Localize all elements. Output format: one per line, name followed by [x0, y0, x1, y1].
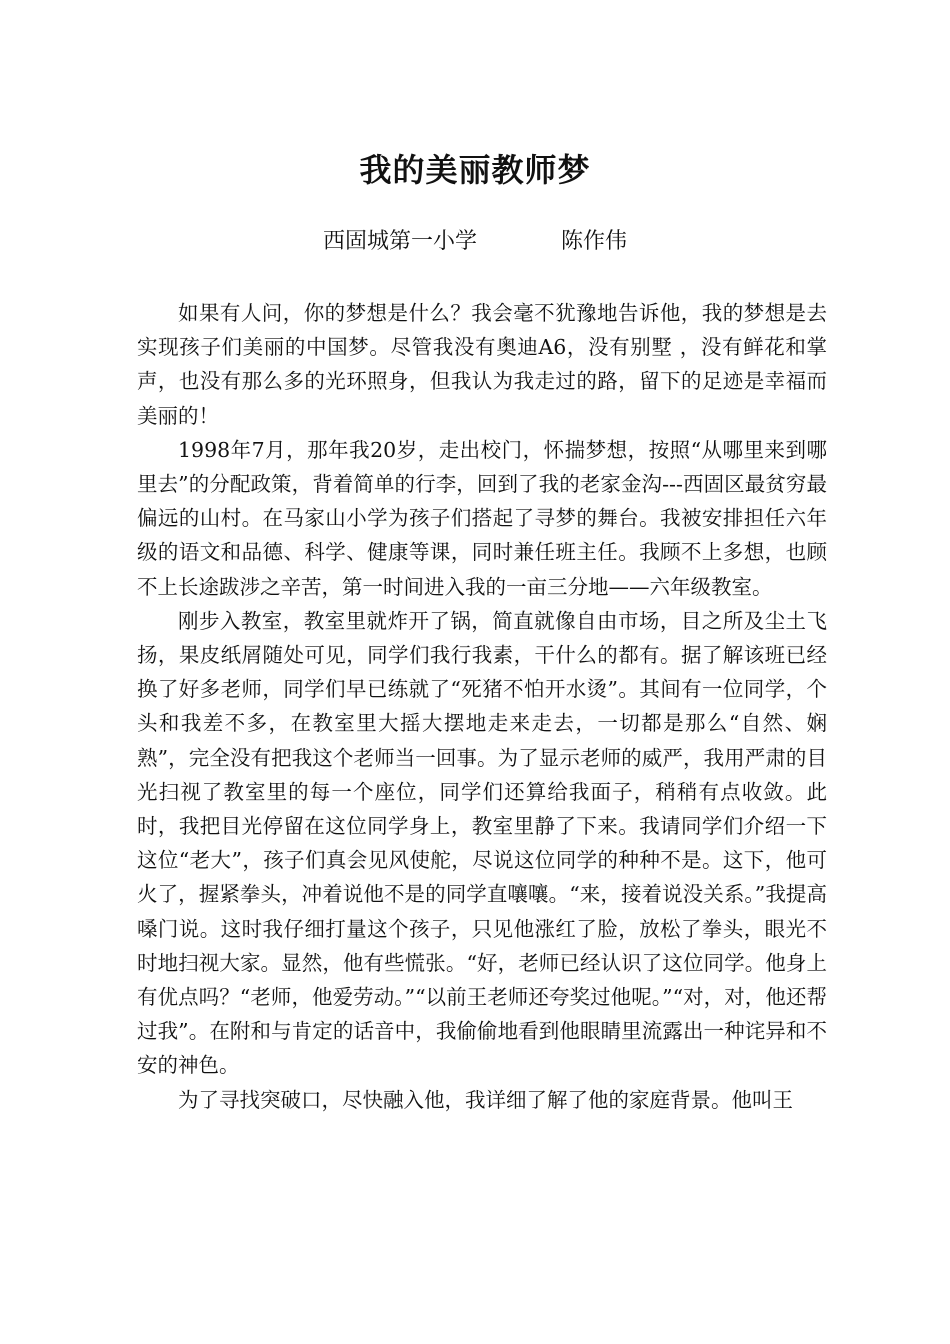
paragraph-2: 1998年7月，那年我20岁，走出校门，怀揣梦想，按照“从哪里来到哪里去”的分配政策，背着简单的行李，回到了我的老家金沟---西固区最贫穷最偏远的山村。在马家山小学为孩子们搭起了寻梦的舞台。我被安排担任六年级的语文和品德、科学、健康等课，同时兼任班主任。我顾不上多想，也顾不上长途跋涉之辛苦，第一时间进入我的一亩三分地——六年级教室。 [137, 437, 827, 599]
paragraph-3: 刚步入教室，教室里就炸开了锅，简直就像自由市场，目之所及尘土飞扬，果皮纸屑随处可见，同学们我行我素，干什么的都有。据了解该班已经换了好多老师，同学们早已练就了“死猪不怕开水烫”。其间有一位同学，个头和我差不多，在教室里大摇大摆地走来走去，一切都是那么“自然、娴熟”，完全没有把我这个老师当一回事。为了显示老师的威严，我用严肃的目光扫视了教室里的每一个座位，同学们还算给我面子，稍稍有点收敛。此时，我把目光停留在这位同学身上，教室里静了下来。我请同学们介绍一下这位“老大”，孩子们真会见风使舵，尽说这位同学的种种不是。这下，他可火了，握紧拳头，冲着说他不是的同学直嚷嚷。“来，接着说没关系。”我提高嗓门说。这时我仔细打量这个孩子，只见他涨红了脸，放松了拳头，眼光不时地扫视大家。显然，他有些慌张。“好，老师已经认识了这位同学。他身上有优点吗？“老师，他爱劳动。”“以前王老师还夸奖过他呢。”“对，对，他还帮过我”。在附和与肯定的话音中，我偷偷地看到他眼睛里流露出一种诧异和不安的神色。 [137, 608, 827, 1078]
paragraph-1: 如果有人问，你的梦想是什么？我会毫不犹豫地告诉他，我的梦想是去实现孩子们美丽的中国梦。尽管我没有奥迪A6，没有别墅 ，没有鲜花和掌声，也没有那么多的光环照身，但我认为我走过的路，留下的足迹是幸福而美丽的！ [137, 301, 827, 428]
document-title: 我的美丽教师梦 [359, 151, 591, 189]
paragraph-4: 为了寻找突破口，尽快融入他，我详细了解了他的家庭背景。他叫王 [178, 1087, 793, 1112]
byline [0, 226, 950, 258]
author-name: 陈作伟 [561, 229, 628, 254]
school-name: 西固城第一小学 [322, 229, 477, 254]
article-body [137, 296, 827, 1117]
